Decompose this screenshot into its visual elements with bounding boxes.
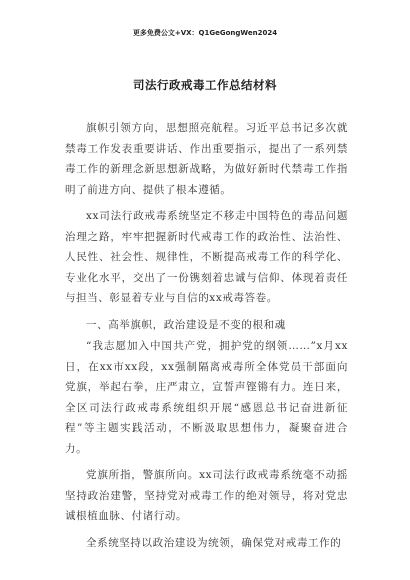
paragraph-political-building: 全系统坚持以政治建设为统领，确保党对戒毒工作的 bbox=[86, 536, 342, 549]
paragraph-intro: 旗帜引领方向，思想照亮航程。习近平总书记多次就禁毒工作发表重要讲话、作出重要指示，提出了一系列禁毒工作的新理念新思想新战略，为做好新时代禁毒工作指明了前进方向、提供了根本遵循。 bbox=[65, 122, 348, 196]
paragraph-party-flag: 党旗所指，警旗所向。xx司法行政戒毒系统毫不动摇坚持政治建警，坚持党对戒毒工作的绝对领导，将对党忠诚根植血脉、付诸行动。 bbox=[65, 469, 348, 522]
paragraph-oath: “我志愿加入中国共产党，拥护党的纲领……”x月xx日，在xx市xx段，xx强制隔离戒毒所全体党员干部面向党旗，举起右拳，庄严肃立，宣誓声铿锵有力。连日来，全区司法行政戒毒系统组织开展“感恩总书记奋进新征程”等主题实践活动，不断汲取思想伟力，凝聚奋进合力。 bbox=[65, 340, 348, 455]
document-title: 司法行政戒毒工作总结材料 bbox=[133, 78, 277, 92]
document-body bbox=[65, 118, 348, 559]
paragraph-summary: xx司法行政戒毒系统坚定不移走中国特色的毒品问题治理之路，牢牢把握新时代戒毒工作的政治性、法治性、人民性、社会性、规律性，不断提高戒毒工作的科学化、专业化水平，交出了一份镌刻着忠诚与信仰、体现着责任与担当、彰显着专业与自信的xx戒毒答卷。 bbox=[65, 210, 348, 304]
page-header-note: 更多免费公文+VX：Q1GeGongWen2024 bbox=[132, 29, 278, 37]
section-heading: 一、高举旗帜，政治建设是不变的根和魂 bbox=[86, 318, 286, 331]
